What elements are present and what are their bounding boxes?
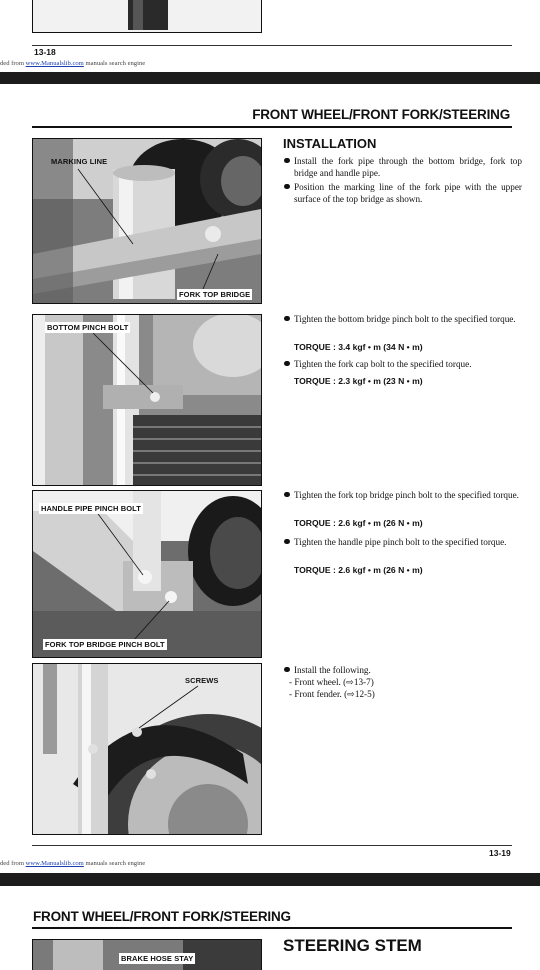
- label-handle-pipe-pinch-bolt: HANDLE PIPE PINCH BOLT: [41, 504, 141, 513]
- label-fork-top-bridge-pinch-bolt: FORK TOP BRIDGE PINCH BOLT: [45, 640, 165, 649]
- prev-page-footer-rule: [32, 45, 512, 46]
- step3-bullet-2: [284, 537, 522, 549]
- photo-fork-top-bridge: [32, 138, 262, 304]
- bullet-dot: [284, 158, 290, 164]
- bullet-dot: [284, 316, 290, 322]
- step1-bullet-2-text: Position the marking line of the fork pipe with the upper surface of the top bridge as shown.: [294, 182, 522, 204]
- label-fork-top-bridge: FORK TOP BRIDGE: [179, 290, 251, 299]
- page-separator-bar: [0, 72, 540, 84]
- source-prefix: ded from: [0, 60, 26, 67]
- next-photo: [32, 939, 262, 970]
- photo2-graphic: [33, 315, 261, 485]
- step3-bullet-2-text: Tighten the handle pipe pinch bolt to the specified torque.: [294, 537, 507, 547]
- step2-bullet-2-text: Tighten the fork cap bolt to the specified torque.: [294, 359, 472, 369]
- footer-rule: [32, 845, 512, 846]
- step2-bullet-1: [284, 314, 522, 326]
- manualslib-link[interactable]: www.Manualslib.com: [25, 860, 84, 867]
- page-number: 13-19: [489, 848, 511, 858]
- prev-page-number: 13-18: [34, 47, 56, 57]
- step1-bullet-1-text: Install the fork pipe through the bottom bridge, fork top bridge and handle pipe.: [294, 156, 522, 178]
- installation-heading: INSTALLATION: [283, 136, 377, 151]
- photo3-graphic: [33, 491, 261, 657]
- bullet-dot: [284, 492, 290, 498]
- next-heading: STEERING STEM: [283, 936, 422, 955]
- photo4-graphic: [33, 664, 261, 834]
- page-source: [0, 860, 145, 867]
- step3-torque-2: TORQUE : 2.6 kgf • m (26 N • m): [294, 565, 423, 575]
- prev-page-source: [0, 60, 145, 67]
- photo-bottom-pinch-bolt: [32, 314, 262, 486]
- section-title: FRONT WHEEL/FRONT FORK/STEERING: [252, 107, 510, 122]
- page-separator-bar: [0, 873, 540, 886]
- manualslib-link[interactable]: www.Manualslib.com: [25, 60, 84, 67]
- step2-bullet-2: [284, 359, 522, 371]
- step2-torque-2: TORQUE : 2.3 kgf • m (23 N • m): [294, 376, 423, 386]
- label-screws: SCREWS: [185, 676, 219, 685]
- photo-front-fender-screws: [32, 663, 262, 835]
- step4-item-front-wheel: - Front wheel. (⇨13-7): [289, 677, 374, 687]
- bullet-dot: [284, 667, 290, 673]
- source-suffix: manuals search engine: [83, 60, 146, 67]
- step4-bullet-1: [284, 665, 522, 677]
- step3-bullet-1: [284, 490, 522, 502]
- prev-page-photo-bottom: [32, 0, 262, 33]
- next-header-rule: [32, 927, 512, 929]
- step3-bullet-1-text: Tighten the fork top bridge pinch bolt to the specified torque.: [294, 490, 519, 500]
- step1-bullet-2: [284, 182, 522, 205]
- step3-torque-1: TORQUE : 2.6 kgf • m (26 N • m): [294, 518, 423, 528]
- step2-torque-1: TORQUE : 3.4 kgf • m (34 N • m): [294, 342, 423, 352]
- source-suffix: manuals search engine: [83, 860, 146, 867]
- source-prefix: ded from: [0, 860, 26, 867]
- header-rule: [32, 126, 512, 128]
- bullet-dot: [284, 361, 290, 367]
- next-section-title: FRONT WHEEL/FRONT FORK/STEERING: [33, 909, 291, 924]
- step1-bullet-1: [284, 156, 522, 179]
- step4-item-front-fender: - Front fender. (⇨12-5): [289, 689, 375, 699]
- label-bottom-pinch-bolt: BOTTOM PINCH BOLT: [47, 323, 129, 332]
- step4-bullet-1-text: Install the following.: [294, 665, 371, 675]
- photo-handle-pipe-pinch-bolt: [32, 490, 262, 658]
- label-marking-line: MARKING LINE: [51, 157, 108, 166]
- bullet-dot: [284, 539, 290, 545]
- prev-photo-graphic: [33, 0, 261, 32]
- bullet-dot: [284, 184, 290, 190]
- step2-bullet-1-text: Tighten the bottom bridge pinch bolt to the specified torque.: [294, 314, 516, 324]
- label-brake-hose-stay: BRAKE HOSE STAY: [121, 954, 194, 963]
